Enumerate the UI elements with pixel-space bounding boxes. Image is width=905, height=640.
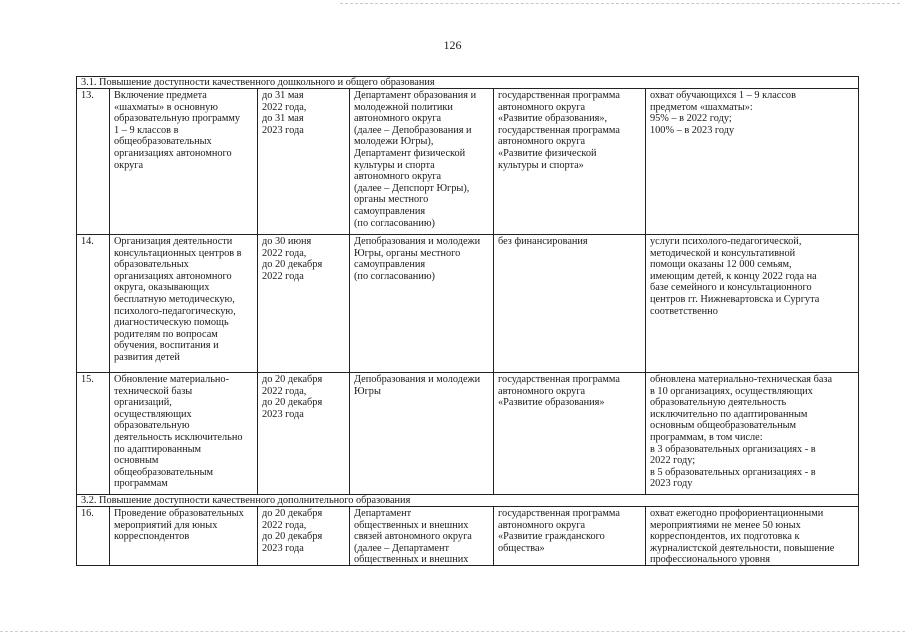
result-cell: охват обучающихся 1 – 9 классов предметом «шахматы»: 95% – в 2022 году; 100% – в 2023 году [646, 89, 859, 235]
funding-cell: государственная программа автономного округа «Развитие образования» [494, 373, 646, 495]
row-number: 15. [77, 373, 110, 495]
activity-cell: Обновление материально- технической базы организаций, осуществляющих образовательную деятельность исключительно по адаптированным основным общеобразовательным программам [110, 373, 258, 495]
table-row [77, 373, 859, 495]
measures-table [76, 76, 859, 566]
row-number: 16. [81, 508, 94, 519]
executors-cell: Депобразования и молодежи Югры [350, 373, 494, 495]
scan-edge-bottom [0, 631, 905, 632]
executors-cell: Департамент образования и молодежной политики автономного округа (далее – Депобразования и молодежи Югры), Департамент физической культуры и спорта автономного округа (далее – Депспорт Югры), органы местного самоуправления (по согласованию) [350, 89, 494, 235]
result-cell: обновлена материально-техническая база в 10 организациях, осуществляющих образовательную деятельность исключительно по адаптированным основным общеобразовательным программам, в том числе: в 3 образовательных организациях - в 2022 году; в 5 образовательных организациях - в 2023 году [646, 373, 859, 495]
funding-cell: государственная программа автономного округа «Развитие образования», государственная программа автономного округа «Развитие физической культуры и спорта» [494, 89, 646, 235]
deadline-cell: до 31 мая 2022 года, до 31 мая 2023 года [258, 89, 350, 235]
executors-cell: Департамент общественных и внешних связей автономного округа (далее – Департамент общественных и внешних [354, 508, 472, 565]
activity-cell: Включение предмета «шахматы» в основную образовательную программу 1 – 9 классов в общеобразовательных организациях автономного округа [110, 89, 258, 235]
deadline-cell: до 30 июня 2022 года, до 20 декабря 2022 года [258, 235, 350, 373]
deadline-cell: до 20 декабря 2022 года, до 20 декабря 2023 года [258, 373, 350, 495]
row-number: 14. [77, 235, 110, 373]
page-number: 126 [443, 38, 462, 52]
activity-cell: Проведение образовательных мероприятий для юных корреспондентов [114, 508, 244, 543]
result-cell: охват ежегодно профориентационными мероприятиями не менее 50 юных корреспондентов, их подготовка к журналистской деятельности, повышение профессионального уровня [650, 508, 835, 565]
section-title: 3.1. Повышение доступности качественного дошкольного и общего образования [77, 77, 859, 89]
result-cell: услуги психолого-педагогической, методической и консультативной помощи оказаны 12 000 семьям, имеющим детей, к концу 2022 года на базе семейного и консультационного центров гг. Нижневартовска и Сургута соответственно [646, 235, 859, 373]
table-row [77, 507, 859, 566]
table-row [77, 235, 859, 373]
executors-cell: Депобразования и молодежи Югры, органы местного самоуправления (по согласованию) [350, 235, 494, 373]
section-header-row [77, 77, 859, 89]
deadline-cell: до 20 декабря 2022 года, до 20 декабря 2023 года [262, 508, 323, 554]
funding-cell: государственная программа автономного округа «Развитие гражданского общества» [498, 508, 620, 554]
activity-cell: Организация деятельности консультационных центров в образовательных организациях автономного округа, оказывающих бесплатную методическую, психолого-педагогическую, диагностическую помощь родителям по вопросам обучения, воспитания и развития детей [110, 235, 258, 373]
scan-edge-top [340, 3, 900, 4]
row-number: 13. [77, 89, 110, 235]
table-row [77, 89, 859, 235]
section-header-row [77, 495, 859, 507]
section-title: 3.2. Повышение доступности качественного дополнительного образования [77, 495, 859, 507]
funding-cell: без финансирования [494, 235, 646, 373]
